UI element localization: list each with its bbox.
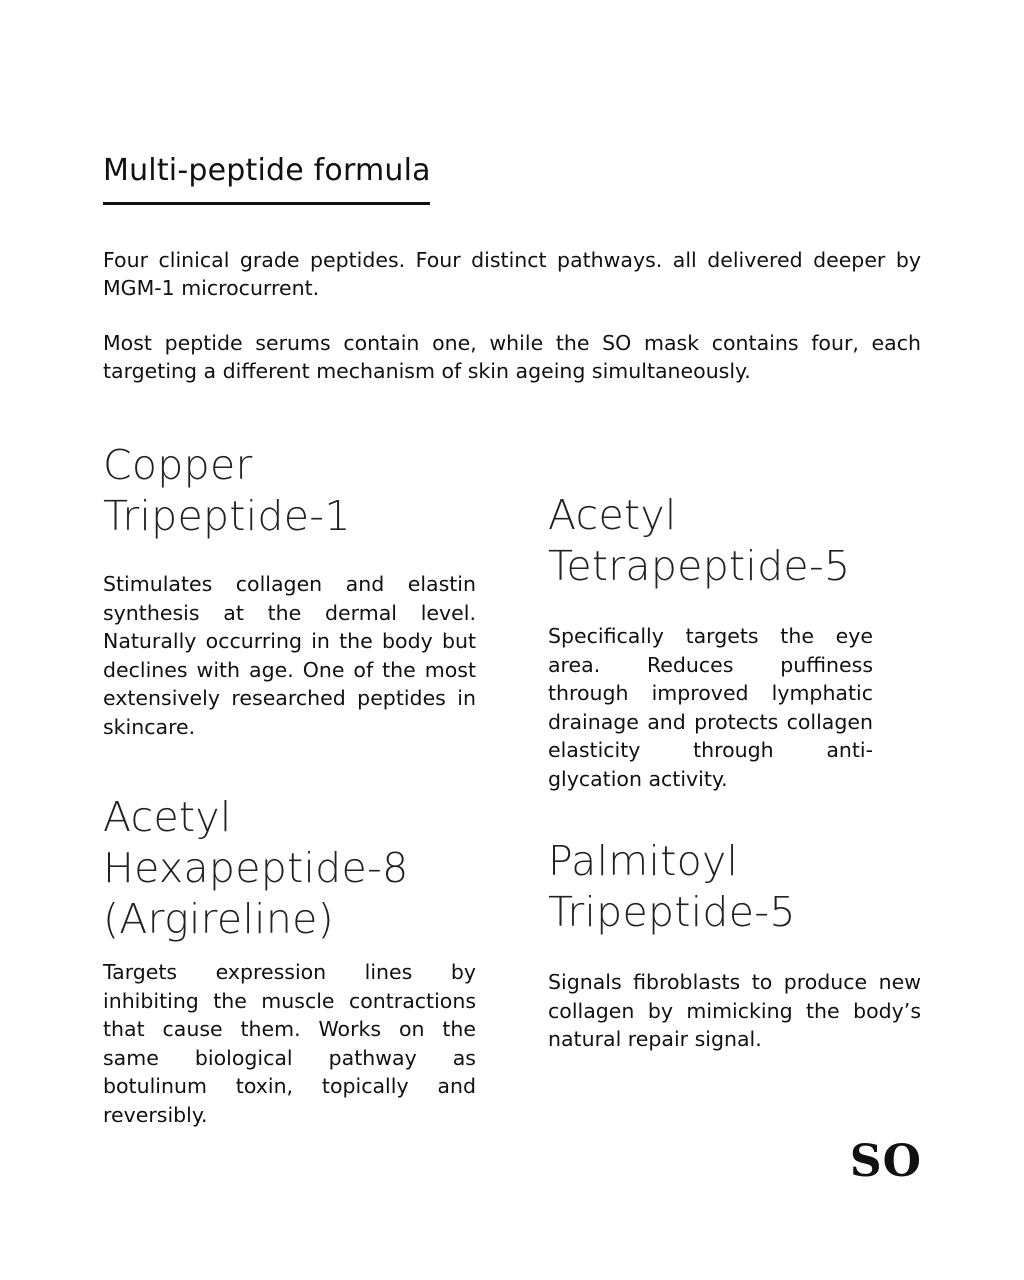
- peptide-description: Signals fibroblasts to produce new collagen by mimicking the body’s natural repair signal.: [548, 970, 921, 1051]
- peptide-name-line: Copper: [103, 441, 253, 489]
- peptide-name-line: Hexapeptide-8: [103, 844, 409, 892]
- peptide-name-line: Palmitoyl: [548, 837, 739, 885]
- brand-logo: SO: [849, 1136, 922, 1187]
- peptide-name-line: Tripeptide-5: [548, 888, 796, 936]
- peptide-name-line: (Argireline): [103, 895, 334, 943]
- peptide-card-copper-tripeptide-1: [103, 440, 476, 741]
- title-underline: [103, 202, 430, 205]
- peptide-name-line: Acetyl: [103, 793, 232, 841]
- peptide-name: [548, 490, 873, 592]
- intro-paragraph: Four clinical grade peptides. Four distinct pathways. all delivered deeper by MGM-1 microcurrent.: [103, 248, 921, 300]
- intro-paragraph: Most peptide serums contain one, while the SO mask contains four, each targeting a different mechanism of skin ageing simultaneously.: [103, 331, 921, 383]
- peptide-name-line: Tetrapeptide-5: [548, 542, 851, 590]
- peptide-name: [548, 836, 921, 938]
- peptide-name: [103, 440, 476, 542]
- peptide-description: Stimulates collagen and elastin synthesis at the dermal level. Naturally occurring in the body but declines with age. One of the most extensively researched peptides in skincare.: [103, 572, 476, 739]
- peptide-name-line: Acetyl: [548, 491, 677, 539]
- peptide-description: Targets expression lines by inhibiting the muscle contractions that cause them. Works on the same biological pathway as botulinum toxin, topically and reversibly.: [103, 960, 476, 1127]
- peptide-name: [103, 792, 476, 945]
- peptide-name-line: Tripeptide-1: [103, 492, 351, 540]
- peptide-card-acetyl-hexapeptide-8: [103, 792, 476, 1129]
- peptide-description: Specifically targets the eye area. Reduces puffiness through improved lymphatic drainage and protects collagen elasticity through anti-glycation activity.: [548, 624, 873, 791]
- peptide-card-acetyl-tetrapeptide-5: [548, 490, 873, 793]
- section-title: Multi-peptide formula: [103, 153, 431, 188]
- peptide-card-palmitoyl-tripeptide-5: [548, 836, 921, 1054]
